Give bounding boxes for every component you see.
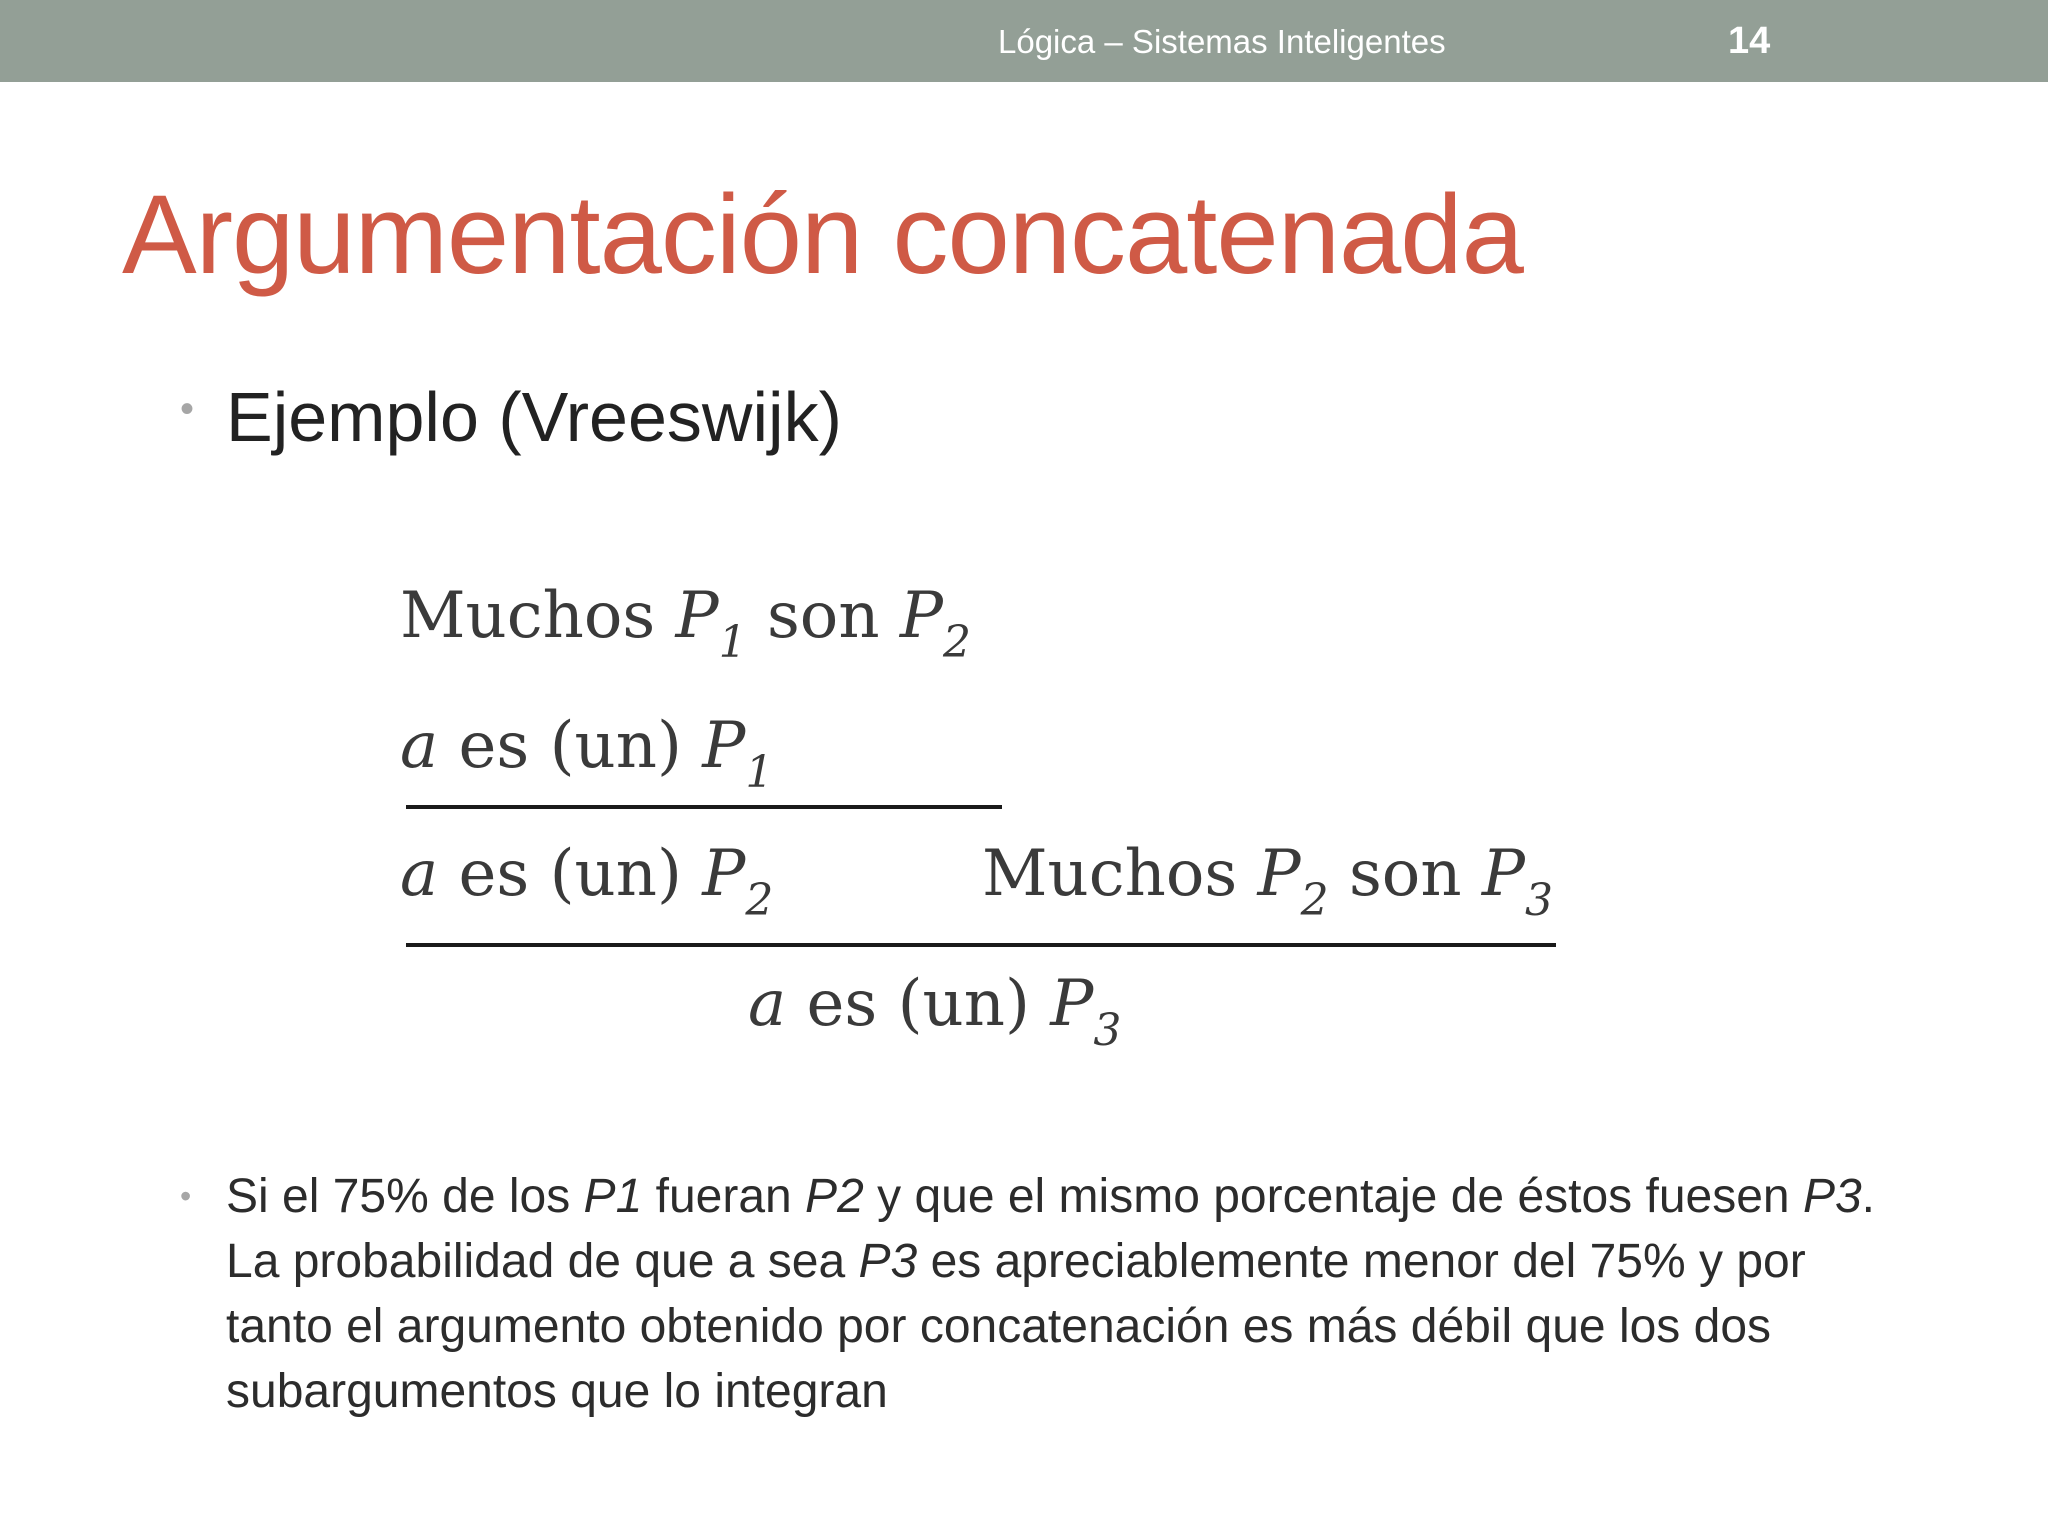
text-segment-italic: P3: [858, 1235, 918, 1288]
inference-line-2: [406, 943, 1556, 947]
formula-conclusion-1: [400, 834, 774, 926]
slide-number: 14: [1728, 20, 1771, 62]
text-segment-italic: P1: [583, 1170, 643, 1223]
text-segment-italic: P3: [1802, 1170, 1862, 1223]
text-segment: es apreciablemente menor del 75% y por tanto el argumento obtenido por concatenación es más débil que los dos subargumentos que lo integran: [226, 1235, 1806, 1418]
formula-subscript: 3: [1524, 875, 1553, 926]
formula-symbol: P: [702, 837, 746, 911]
formula-symbol: P: [1481, 837, 1525, 911]
formula-variable: a: [748, 967, 787, 1041]
formula-symbol: P: [1050, 967, 1094, 1041]
formula-word: Muchos: [982, 837, 1238, 911]
bullet-text: Ejemplo (Vreeswijk): [226, 378, 842, 456]
formula-conclusion-2: [748, 964, 1122, 1056]
formula-symbol: P: [675, 579, 719, 653]
formula-symbol: P: [899, 579, 943, 653]
formula-word: es (un): [458, 837, 682, 911]
formula-subscript: 3: [1093, 1005, 1122, 1056]
formula-subscript: 2: [1300, 875, 1329, 926]
formula-subscript: 2: [942, 617, 971, 668]
bullet-dot-icon: •: [180, 1178, 192, 1214]
header-bar: [0, 0, 2048, 82]
text-segment: y que el mismo porcentaje de éstos fuesen: [863, 1170, 1803, 1223]
text-segment: fueran: [642, 1170, 806, 1223]
formula-word: es (un): [458, 709, 682, 783]
header-title: Lógica – Sistemas Inteligentes: [998, 23, 1446, 60]
bullet-dot-icon: •: [180, 387, 195, 431]
formula-word: son: [766, 579, 880, 653]
text-segment: Si el 75% de los: [226, 1170, 584, 1223]
slide-title: Argumentación concatenada: [122, 172, 1523, 297]
formula-subscript: 1: [745, 747, 774, 798]
formula-variable: a: [400, 837, 439, 911]
formula-word: es (un): [806, 967, 1030, 1041]
formula-variable: a: [400, 709, 439, 783]
formula-symbol: P: [1257, 837, 1301, 911]
formula-premise-1: [400, 576, 971, 668]
formula-word: Muchos: [400, 579, 656, 653]
formula-symbol: P: [702, 709, 746, 783]
formula-subscript: 2: [745, 875, 774, 926]
formula-word: son: [1348, 837, 1462, 911]
formula-premise-3: [982, 834, 1553, 926]
inference-line-1: [406, 805, 1002, 809]
formula-premise-2: [400, 706, 774, 798]
bullet-text: [226, 1164, 1906, 1424]
text-segment: . La probabilidad de que a sea: [226, 1170, 1876, 1288]
formula-subscript: 1: [718, 617, 747, 668]
text-segment-italic: P2: [805, 1170, 864, 1223]
